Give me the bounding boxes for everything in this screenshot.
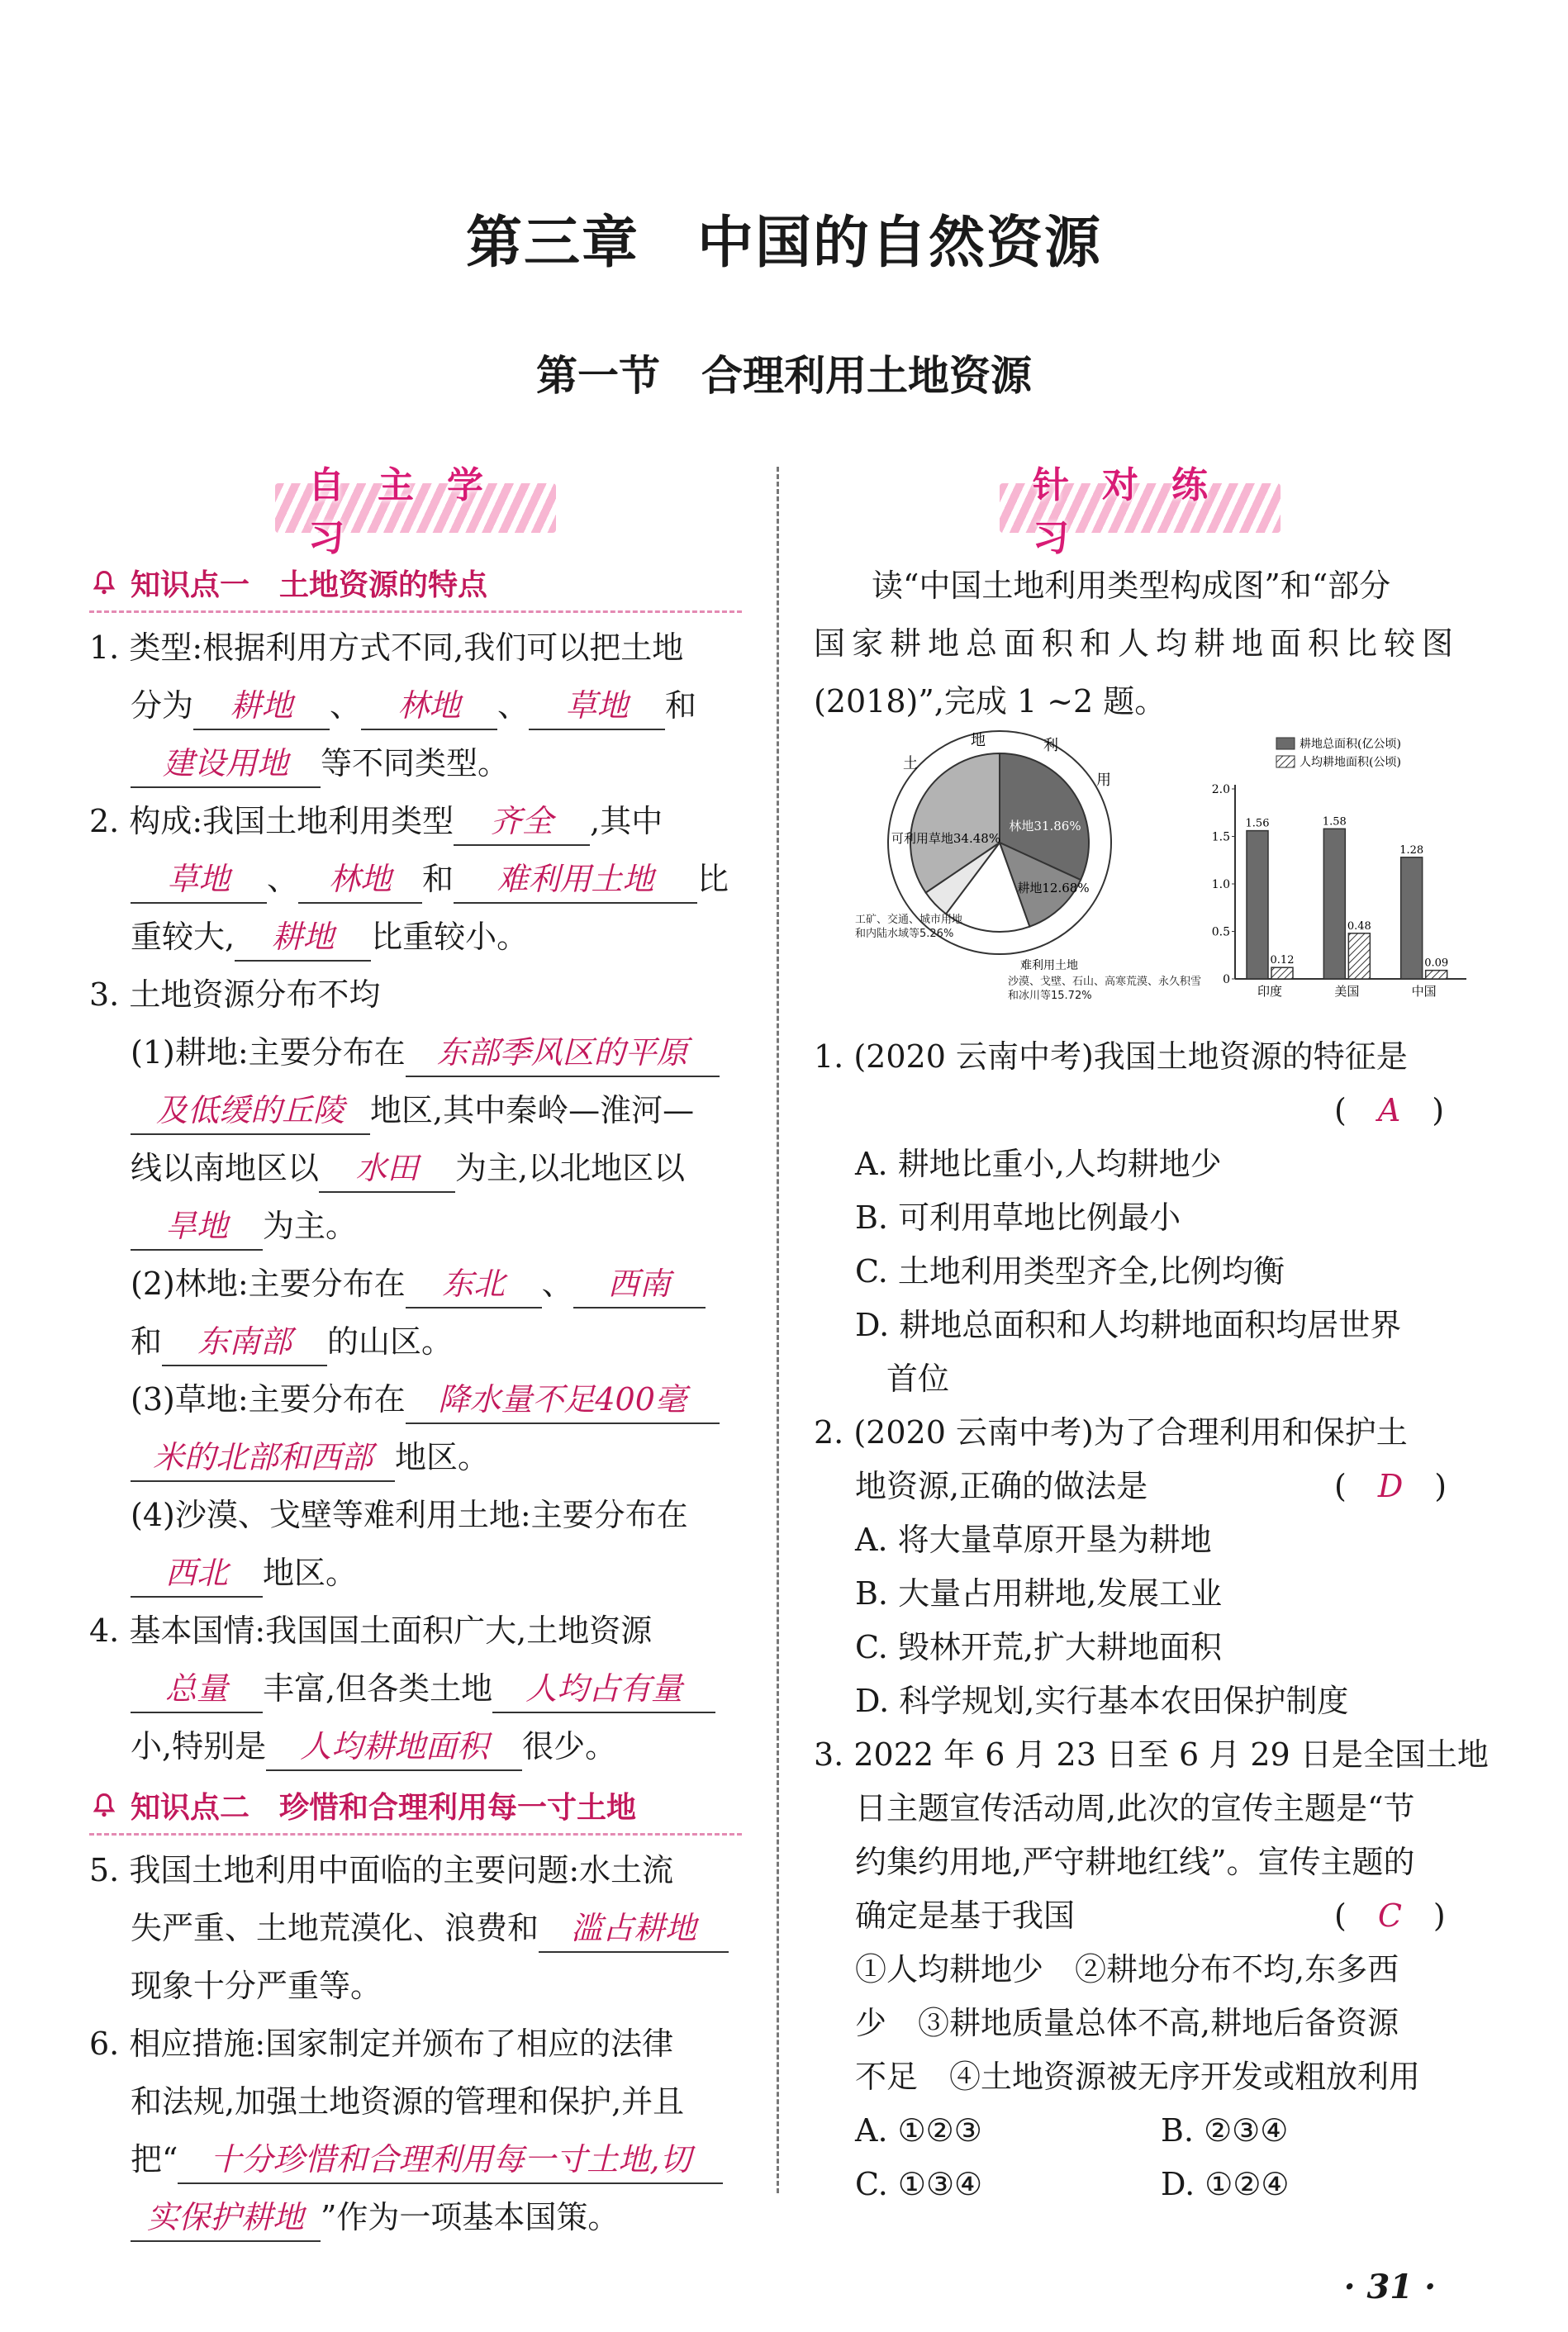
x-category-label: 中国 <box>1411 984 1437 999</box>
r-q2-option-c[interactable]: C. 毁林开荒,扩大耕地面积 <box>855 1629 1222 1665</box>
page-number: · 31 · <box>1343 2268 1436 2306</box>
q3-s3-line1: (3)草地:主要分布在 降水量不足400毫 <box>131 1371 720 1427</box>
x-category-label: 美国 <box>1334 984 1360 999</box>
q1-line3: 建设用地 等不同类型。 <box>131 735 509 791</box>
q6-line2: 和法规,加强土地资源的管理和保护,并且 <box>131 2083 685 2120</box>
pie-label-forest: 林地31.86% <box>1009 819 1081 834</box>
q3-s1-line2: 及低缓的丘陵 地区,其中秦岭—淮河— <box>131 1082 694 1138</box>
r-q2-option-d[interactable]: D. 科学规划,实行基本农田保护制度 <box>855 1683 1349 1719</box>
r-q2-answer: ( D ) <box>1334 1468 1447 1504</box>
q3-s1-line1: (1)耕地:主要分布在 东部季风区的平原 <box>131 1024 720 1081</box>
intro-line1: 读“中国土地利用类型构成图”和“部分 <box>872 568 1391 604</box>
r-q2-option-b[interactable]: B. 大量占用耕地,发展工业 <box>855 1575 1223 1612</box>
intro-line2: 国家耕地总面积和人均耕地面积比较图 <box>814 625 1461 662</box>
ring-label-char: 地 <box>971 732 986 749</box>
r-q1-option-d[interactable]: D. 耕地总面积和人均耕地面积均居世界 <box>855 1307 1402 1343</box>
ring-label-char: 用 <box>1096 772 1111 789</box>
answer-blank: 草地 <box>131 856 267 904</box>
r-q3-option-b[interactable]: B. ②③④ <box>1161 2112 1289 2149</box>
answer-blank: 旱地 <box>131 1203 263 1251</box>
q3-s2-line1: (2)林地:主要分布在 东北 、 西南 <box>131 1256 706 1312</box>
cropland-bar-chart <box>1202 731 1475 1004</box>
q2-line2: 草地 、 林地 和 难利用土地 比 <box>131 851 729 907</box>
knowledge-point-1: 知识点一 土地资源的特点 <box>89 562 742 613</box>
r-q3-stem2: 日主题宣传活动周,此次的宣传主题是“节 <box>855 1790 1415 1826</box>
answer-blank: 耕地 <box>235 914 371 962</box>
answer-blank: 难利用土地 <box>454 856 697 904</box>
bell-icon <box>89 1791 119 1821</box>
bar-value-label: 1.58 <box>1322 815 1347 829</box>
q3-s2-line2: 和 东南部 的山区。 <box>131 1313 453 1370</box>
bar-total <box>1401 857 1423 979</box>
answer-blank: 滥占耕地 <box>539 1905 729 1953</box>
bar-percapita <box>1426 971 1447 979</box>
answer-blank: 耕地 <box>193 682 330 730</box>
q1-line1: 1. 类型:根据利用方式不同,我们可以把土地 <box>89 629 684 666</box>
r-q3-option-a[interactable]: A. ①②③ <box>855 2112 982 2149</box>
answer-blank: 东北 <box>406 1261 542 1308</box>
bar-value-label: 0.12 <box>1270 954 1295 967</box>
answer-blank: 林地 <box>298 856 422 904</box>
practice-banner: 针对练习 <box>1000 483 1281 533</box>
r-q1-option-c[interactable]: C. 土地利用类型齐全,比例均衡 <box>855 1253 1285 1289</box>
bar-total <box>1323 829 1345 979</box>
r-q2-stem1: 2. (2020 云南中考)为了合理利用和保护土 <box>814 1414 1408 1451</box>
q2-line3: 重较大, 耕地 比重较小。 <box>131 909 528 965</box>
land-use-pie-chart <box>855 727 1202 1024</box>
r-q3-option-d[interactable]: D. ①②④ <box>1161 2166 1290 2202</box>
x-category-label: 印度 <box>1257 984 1283 999</box>
answer-blank: 林地 <box>361 682 497 730</box>
q1-line2: 分为 耕地 、 林地 、 草地 和 <box>131 677 696 734</box>
q6-line4: 实保护耕地 ”作为一项基本国策。 <box>131 2189 619 2245</box>
q5-line2: 失严重、土地荒漠化、浪费和 滥占耕地 <box>131 1900 729 1956</box>
answer-blank: 人均耕地面积 <box>266 1723 522 1771</box>
legend-percapita: 人均耕地面积(公顷) <box>1300 756 1401 769</box>
section-title: 第一节 合理利用土地资源 <box>536 352 1032 400</box>
q4-line3: 小,特别是 人均耕地面积 很少。 <box>131 1718 616 1774</box>
r-q3-stem1: 3. 2022 年 6 月 23 日至 6 月 29 日是全国土地 <box>814 1736 1489 1773</box>
q5-line1: 5. 我国土地利用中面临的主要问题:水土流 <box>89 1852 674 1888</box>
legend-swatch-percapita <box>1276 756 1295 767</box>
answer-blank: 总量 <box>131 1665 263 1713</box>
y-tick-label: 0 <box>1223 973 1230 986</box>
pie-label-grassland: 可利用草地34.48% <box>891 831 1001 846</box>
r-q2-stem2: 地资源,正确的做法是 <box>855 1468 1148 1504</box>
bar-value-label: 1.56 <box>1245 817 1270 830</box>
y-tick-label: 0.5 <box>1211 925 1230 939</box>
intro-line3: (2018)”,完成 1 ~2 题。 <box>814 683 1166 720</box>
answer-blank: 草地 <box>529 682 665 730</box>
answer-blank: 建设用地 <box>131 740 321 788</box>
answer-blank: 人均占有量 <box>492 1665 715 1713</box>
ring-label-char: 利 <box>1043 737 1058 754</box>
pie-label-barren: 沙漠、戈壁、石山、高寒荒漠、永久积雪和冰川等15.72% <box>1008 976 1202 1002</box>
answer-blank: 东南部 <box>162 1318 327 1366</box>
y-tick-label: 2.0 <box>1211 783 1230 796</box>
answer-blank: 齐全 <box>454 798 590 846</box>
chapter-title: 第三章 中国的自然资源 <box>465 211 1102 276</box>
bar-total <box>1247 831 1268 979</box>
q3-s4-line1: (4)沙漠、戈壁等难利用土地:主要分布在 <box>131 1497 688 1533</box>
pie-inner-label: 难利用土地 <box>1020 959 1078 972</box>
r-q2-option-a[interactable]: A. 将大量草原开垦为耕地 <box>855 1522 1212 1558</box>
bar-marks <box>1246 815 1449 979</box>
bell-icon <box>89 568 119 598</box>
answer-blank: 实保护耕地 <box>131 2194 321 2242</box>
q5-line3: 现象十分严重等。 <box>131 1968 382 2004</box>
answer-blank: 及低缓的丘陵 <box>131 1087 370 1135</box>
q6-line1: 6. 相应措施:国家制定并颁布了相应的法律 <box>89 2026 674 2062</box>
r-q1-answer: ( A ) <box>1334 1092 1445 1128</box>
r-q3-option-c[interactable]: C. ①③④ <box>855 2166 983 2202</box>
bar-percapita <box>1271 967 1293 979</box>
bar-value-label: 0.09 <box>1424 957 1449 970</box>
q3-s4-line2: 西北 地区。 <box>131 1545 357 1601</box>
bar-value-label: 1.28 <box>1399 843 1424 857</box>
ring-label-char: 土 <box>903 755 918 772</box>
self-study-banner: 自主学习 <box>275 483 556 533</box>
y-tick-label: 1.0 <box>1211 878 1230 891</box>
r-q3-opt-line1: ①人均耕地少 ②耕地分布不均,东多西 <box>855 1951 1399 1988</box>
answer-blank: 米的北部和西部 <box>131 1434 395 1482</box>
q3-s3-line2: 米的北部和西部 地区。 <box>131 1429 489 1485</box>
q3-s1-line3: 线以南地区以 水田 为主,以北地区以 <box>131 1140 685 1196</box>
bar-value-label: 0.48 <box>1347 919 1371 933</box>
legend-total: 耕地总面积(亿公顷) <box>1300 738 1401 751</box>
answer-blank: 水田 <box>319 1145 455 1193</box>
r-q3-opt-line2: 少 ③耕地质量总体不高,耕地后备资源 <box>855 2005 1399 2041</box>
r-q3-stem4: 确定是基于我国 <box>855 1897 1076 1934</box>
answer-blank: 西北 <box>131 1550 263 1598</box>
answer-blank: 十分珍惜和合理利用每一寸土地,切 <box>178 2136 723 2184</box>
knowledge-point-2: 知识点二 珍惜和合理利用每一寸土地 <box>89 1784 742 1836</box>
q6-line3: 把“ 十分珍惜和合理利用每一寸土地,切 <box>131 2131 723 2187</box>
column-divider <box>777 467 779 2193</box>
answer-blank: 西南 <box>573 1261 706 1308</box>
bar-percapita <box>1348 933 1370 979</box>
r-q3-stem3: 约集约用地,严守耕地红线”。宣传主题的 <box>855 1844 1415 1880</box>
q4-line2: 总量 丰富,但各类土地 人均占有量 <box>131 1660 715 1717</box>
pie-label-industrial: 工矿、交通、城市用地和内陆水域等5.26% <box>855 914 962 940</box>
q2-line1: 2. 构成:我国土地利用类型 齐全 ,其中 <box>89 793 663 849</box>
answer-blank: 降水量不足400毫 <box>406 1376 720 1424</box>
r-q1-option-d-cont: 首位 <box>886 1361 950 1397</box>
y-tick-label: 1.5 <box>1211 830 1230 844</box>
answer-blank: 东部季风区的平原 <box>406 1029 720 1077</box>
q4-line1: 4. 基本国情:我国国土面积广大,土地资源 <box>89 1612 653 1649</box>
r-q1-stem: 1. (2020 云南中考)我国土地资源的特征是 <box>814 1038 1408 1075</box>
r-q1-option-a[interactable]: A. 耕地比重小,人均耕地少 <box>855 1146 1222 1182</box>
r-q1-option-b[interactable]: B. 可利用草地比例最小 <box>855 1199 1181 1236</box>
pie-label-cropland: 耕地12.68% <box>1017 881 1090 895</box>
legend-swatch-total <box>1276 738 1295 749</box>
r-q3-opt-line3: 不足 ④土地资源被无序开发或粗放利用 <box>855 2059 1421 2095</box>
q3-head: 3. 土地资源分布不均 <box>89 976 381 1013</box>
r-q3-answer: ( C ) <box>1334 1897 1446 1934</box>
q3-s1-line4: 旱地 为主。 <box>131 1198 357 1254</box>
